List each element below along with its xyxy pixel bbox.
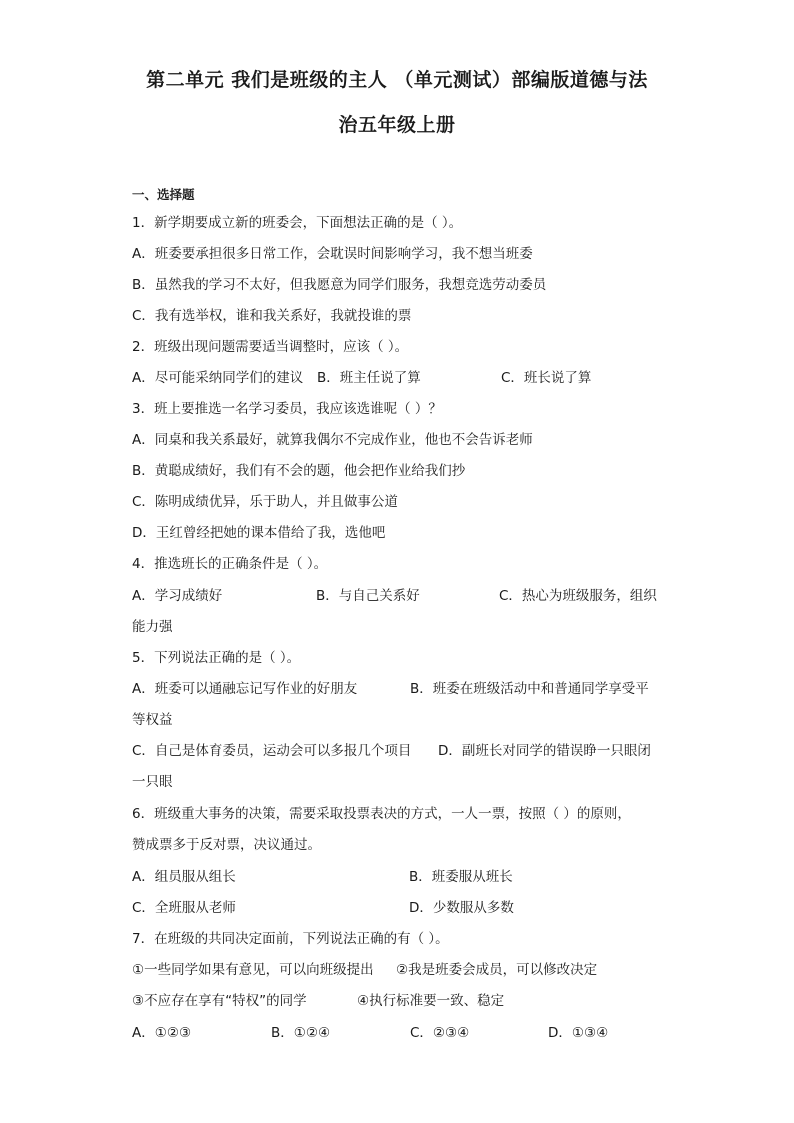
question-7-option-d: D．①③④ [548, 1025, 609, 1041]
question-5-option-d-continued: 一只眼 [132, 774, 173, 790]
question-6-option-b: B．班委服从班长 [409, 869, 513, 885]
question-5-option-d: D．副班长对同学的错误睁一只眼闭 [438, 743, 651, 759]
question-7-statement-3: ③不应存在享有“特权”的同学 [132, 993, 307, 1009]
question-5-option-b-continued: 等权益 [132, 712, 173, 728]
page-title-line1: 第二单元 我们是班级的主人 （单元测试）部编版道德与法 [146, 69, 648, 91]
question-2-option-b: B．班主任说了算 [317, 370, 421, 386]
question-6-stem: 6．班级重大事务的决策，需要采取投票表决的方式，一人一票，按照（ ）的原则， [132, 806, 631, 822]
question-4-option-a: A．学习成绩好 [132, 588, 223, 604]
question-5-option-c: C．自己是体育委员，运动会可以多报几个项目 [132, 743, 412, 759]
question-4-option-b: B．与自己关系好 [316, 588, 420, 604]
question-2-option-c: C．班长说了算 [501, 370, 592, 386]
question-4-stem: 4．推选班长的正确条件是（ ）。 [132, 556, 328, 572]
question-1-option-a: A．班委要承担很多日常工作，会耽误时间影响学习，我不想当班委 [132, 246, 533, 262]
question-7-statement-1: ①一些同学如果有意见，可以向班级提出 [132, 962, 374, 978]
question-7-option-a: A．①②③ [132, 1025, 192, 1041]
section-heading: 一、选择题 [132, 187, 195, 202]
question-3-option-b: B．黄聪成绩好，我们有不会的题，他会把作业给我们抄 [132, 463, 466, 479]
question-7-stem: 7．在班级的共同决定面前，下列说法正确的有（ ）。 [132, 931, 449, 947]
question-6-option-d: D．少数服从多数 [409, 900, 514, 916]
question-1-option-b: B．虽然我的学习不太好，但我愿意为同学们服务，我想竞选劳动委员 [132, 277, 547, 293]
question-3-option-c: C．陈明成绩优异，乐于助人，并且做事公道 [132, 494, 398, 510]
page-title-line2: 治五年级上册 [338, 114, 456, 136]
question-5-option-a: A．班委可以通融忘记写作业的好朋友 [132, 681, 358, 697]
question-3-stem: 3．班上要推选一名学习委员，我应该选谁呢（ ）？ [132, 401, 442, 417]
question-3-option-a: A．同桌和我关系最好，就算我偶尔不完成作业，他也不会告诉老师 [132, 432, 533, 448]
question-5-option-b: B．班委在班级活动中和普通同学享受平 [410, 681, 649, 697]
question-4-option-c: C．热心为班级服务，组织 [499, 588, 657, 604]
question-6-option-a: A．组员服从组长 [132, 869, 236, 885]
question-6-option-c: C．全班服从老师 [132, 900, 236, 916]
question-2-option-a: A．尽可能采纳同学们的建议 [132, 370, 304, 386]
question-7-option-c: C．②③④ [410, 1025, 470, 1041]
question-6-stem-continued: 赞成票多于反对票，决议通过。 [132, 837, 321, 853]
question-1-stem: 1．新学期要成立新的班委会，下面想法正确的是（ ）。 [132, 215, 463, 231]
question-7-option-b: B．①②④ [271, 1025, 331, 1041]
question-7-statement-2: ②我是班委会成员，可以修改决定 [396, 962, 598, 978]
question-3-option-d: D．王红曾经把她的课本借给了我，选他吧 [132, 525, 386, 541]
question-5-stem: 5．下列说法正确的是（ ）。 [132, 650, 301, 666]
question-2-stem: 2．班级出现问题需要适当调整时，应该（ ）。 [132, 339, 409, 355]
question-4-option-c-continued: 能力强 [132, 619, 173, 635]
question-1-option-c: C．我有选举权，谁和我关系好，我就投谁的票 [132, 308, 412, 324]
question-7-statement-4: ④执行标准要一致、稳定 [357, 993, 505, 1009]
